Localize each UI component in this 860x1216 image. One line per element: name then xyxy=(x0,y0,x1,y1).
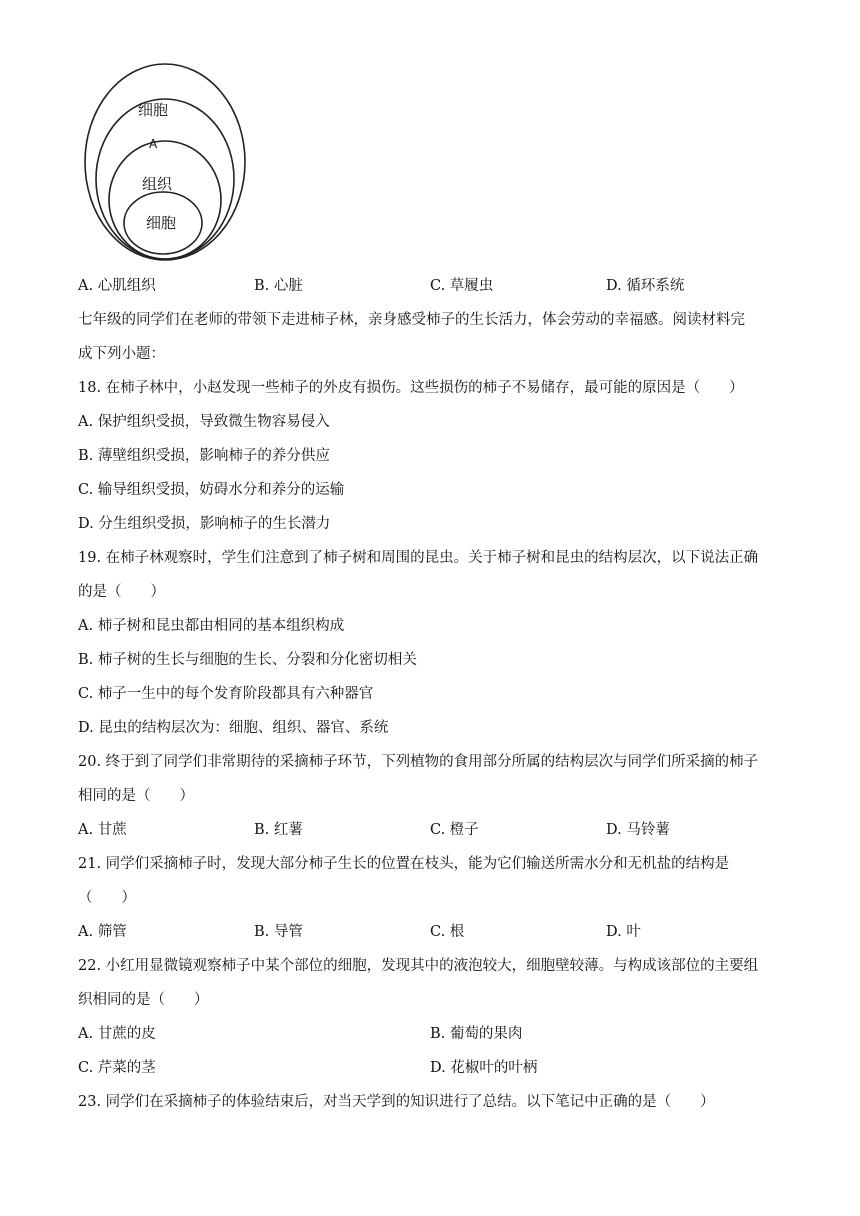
q21-option-b: B. 导管 xyxy=(254,924,303,940)
q18-option-c: C. 输导组织受损，妨碍水分和养分的运输 xyxy=(78,482,345,498)
q18-option-b: B. 薄壁组织受损，影响柿子的养分供应 xyxy=(78,448,330,464)
q17-option-c: C. 草履虫 xyxy=(430,278,494,294)
q21-stem-line-2: （ ） xyxy=(78,890,136,906)
q23-stem: 23. 同学们在采摘柿子的体验结束后，对当天学到的知识进行了总结。以下笔记中正确的是（ ） xyxy=(78,1094,715,1110)
q20-option-d: D. 马铃薯 xyxy=(606,822,670,838)
q22-option-c: C. 芹菜的茎 xyxy=(78,1060,156,1076)
q18-stem: 18. 在柿子林中，小赵发现一些柿子的外皮有损伤。这些损伤的柿子不易储存，最可能的原因是（ ） xyxy=(78,380,744,396)
q20-option-b: B. 红薯 xyxy=(254,822,303,838)
q18-option-a: A. 保护组织受损，导致微生物容易侵入 xyxy=(78,414,330,430)
q17-option-a: A. 心肌组织 xyxy=(78,278,156,294)
diagram-label-a: A xyxy=(149,137,158,151)
q19-option-d: D. 昆虫的结构层次为：细胞、组织、器官、系统 xyxy=(78,720,389,736)
q21-stem-line-1: 21. 同学们采摘柿子时，发现大部分柿子生长的位置在枝头，能为它们输送所需水分和无机盐的结构是 xyxy=(78,856,730,872)
q22-stem-line-2: 织相同的是（ ） xyxy=(78,992,209,1008)
q17-option-d: D. 循环系统 xyxy=(606,278,685,294)
diagram-label-inner: 细胞 xyxy=(146,214,177,232)
q22-option-a: A. 甘蔗的皮 xyxy=(78,1026,156,1042)
q22-option-b: B. 葡萄的果肉 xyxy=(430,1026,523,1042)
inner-ellipse xyxy=(109,141,221,259)
q20-stem-line-2: 相同的是（ ） xyxy=(78,788,194,804)
q18-option-d: D. 分生组织受损，影响柿子的生长潜力 xyxy=(78,516,331,532)
diagram-label-outer: 细胞 xyxy=(138,101,169,119)
q22-stem-line-1: 22. 小红用显微镜观察柿子中某个部位的细胞，发现其中的液泡较大，细胞壁较薄。与构成该部位的主要组 xyxy=(78,958,759,974)
q20-option-a: A. 甘蔗 xyxy=(78,822,127,838)
q17-option-b: B. 心脏 xyxy=(254,278,303,294)
q20-option-c: C. 橙子 xyxy=(430,822,479,838)
diagram-label-tissue: 组织 xyxy=(142,175,173,193)
q20-stem-line-1: 20. 终于到了同学们非常期待的采摘柿子环节，下列植物的食用部分所属的结构层次与同学们所采摘的柿子 xyxy=(78,754,759,770)
q22-option-d: D. 花椒叶的叶柄 xyxy=(430,1060,538,1076)
q19-option-a: A. 柿子树和昆虫都由相同的基本组织构成 xyxy=(78,618,345,634)
q21-option-c: C. 根 xyxy=(430,924,465,940)
q21-option-a: A. 筛管 xyxy=(78,924,127,940)
q19-stem-line-1: 19. 在柿子林观察时，学生们注意到了柿子树和周围的昆虫。关于柿子树和昆虫的结构层次，以下说法正确 xyxy=(78,550,759,566)
q19-stem-line-2: 的是（ ） xyxy=(78,584,165,600)
q19-option-c: C. 柿子一生中的每个发育阶段都具有六种器官 xyxy=(78,686,374,702)
q21-option-d: D. 叶 xyxy=(606,924,641,940)
q19-option-b: B. 柿子树的生长与细胞的生长、分裂和分化密切相关 xyxy=(78,652,417,668)
hierarchy-diagram xyxy=(80,62,250,262)
intro-line-1: 七年级的同学们在老师的带领下走进柿子林，亲身感受柿子的生长活力，体会劳动的幸福感。阅读材料完 xyxy=(78,312,745,328)
intro-line-2: 成下列小题： xyxy=(78,346,165,362)
